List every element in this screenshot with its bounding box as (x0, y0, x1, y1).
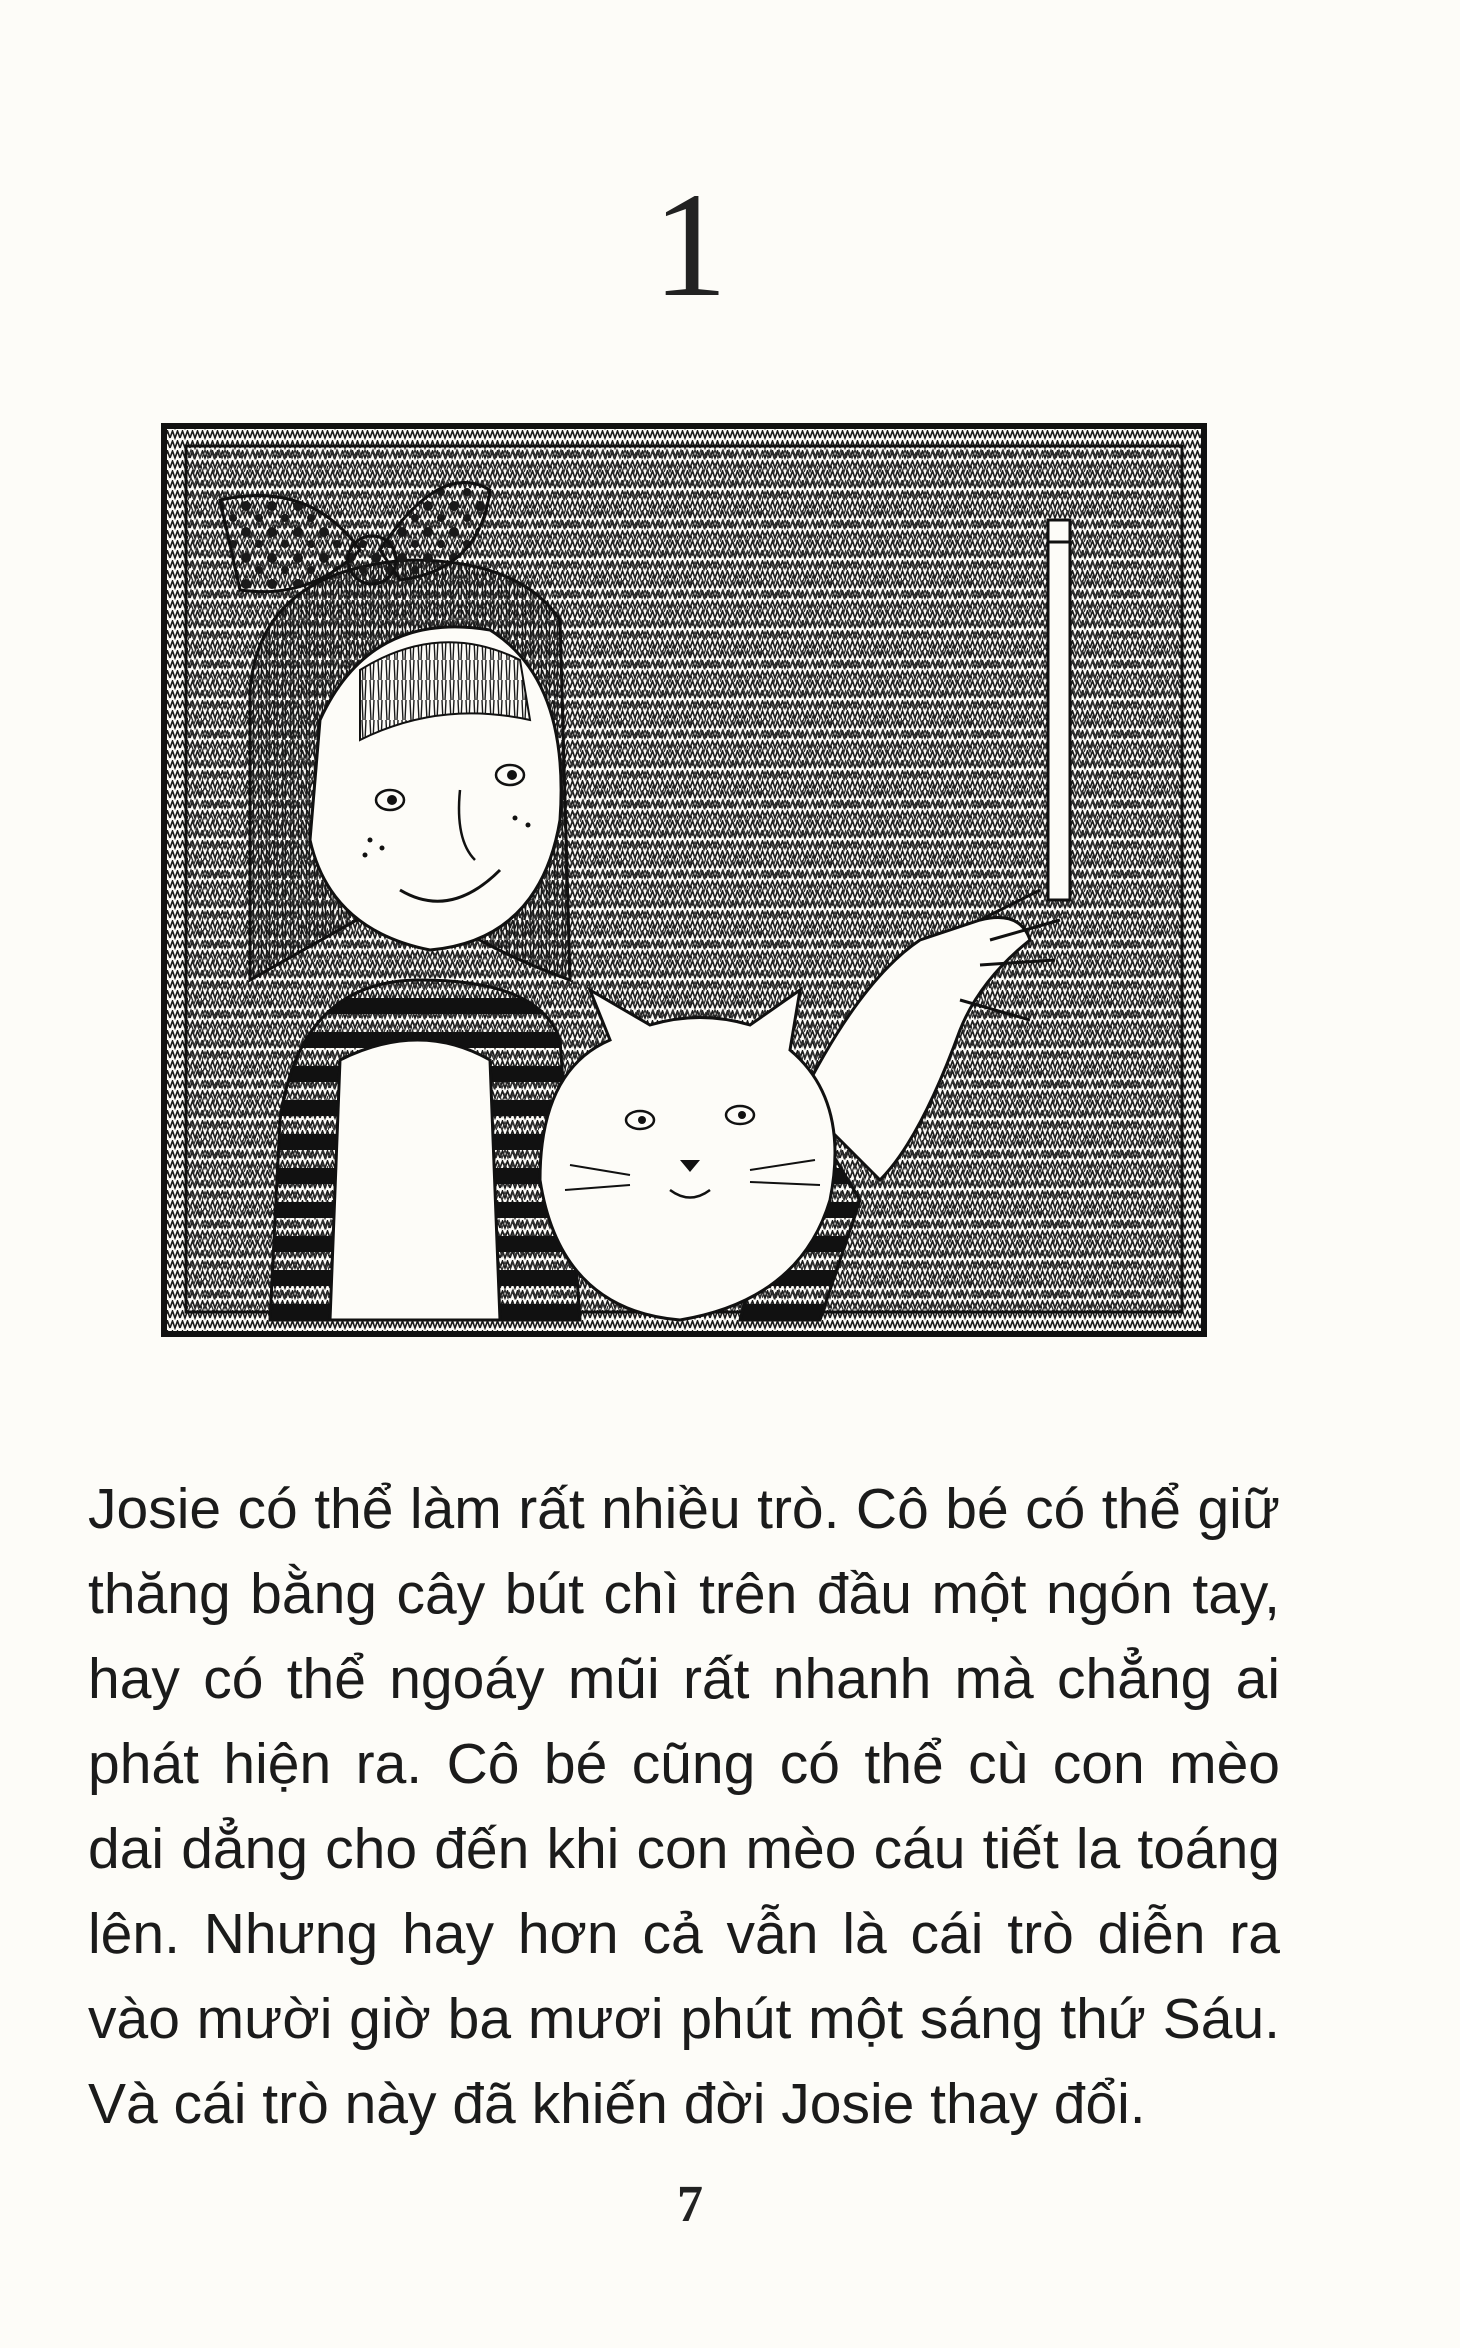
story-paragraph: Josie có thể làm rất nhiều trò. Cô bé có thể giữ thăng bằng cây bút chì trên đầu một ngón tay, hay có thể ngoáy mũi rất nhanh mà chẳng ai phát hiện ra. Cô bé cũng có thể cù con mèo dai dẳng cho đến khi con mèo cáu tiết la toáng lên. Nhưng hay hơn cả vẫn là cái trò diễn ra vào mười giờ ba mươi phút một sáng thứ Sáu. Và cái trò này đã khiến đời Josie thay đổi. (88, 1477, 1280, 2136)
chapter-number: 1 (652, 162, 728, 328)
girl-with-cat-illustration (160, 420, 1210, 1340)
page-number: 7 (677, 2176, 703, 2233)
